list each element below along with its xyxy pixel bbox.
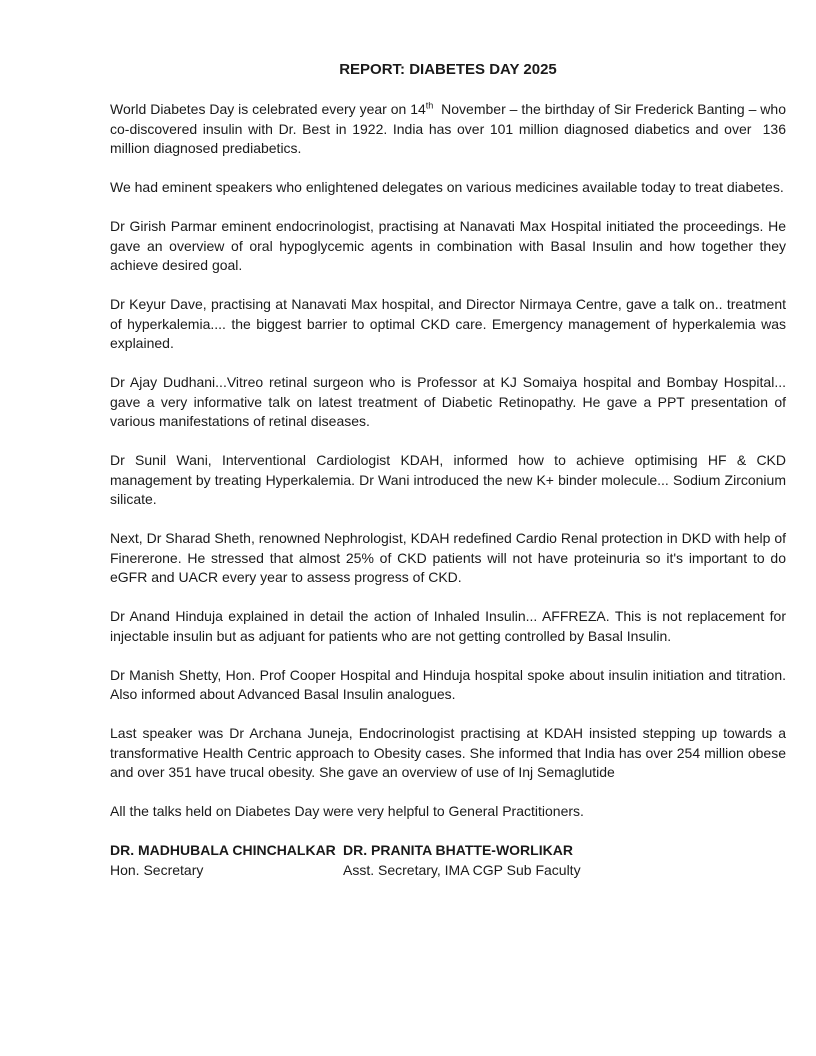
paragraph-dr-hinduja: Dr Anand Hinduja explained in detail the action of Inhaled Insulin... AFFREZA. This is not replacement for injectable insulin but as adjuant for patients who are not getting controlled by Basal Insulin. bbox=[110, 608, 790, 644]
signature-left bbox=[110, 841, 343, 880]
signatory-role: Hon. Secretary bbox=[110, 861, 204, 878]
paragraph-dr-wani: Dr Sunil Wani, Interventional Cardiologist KDAH, informed how to achieve optimising HF & CKD management by treating Hyperkalemia. Dr Wani introduced the new K+ binder molecule... Sodium Zirconium silicate. bbox=[110, 452, 790, 507]
report-body bbox=[110, 100, 790, 880]
paragraph-speakers-overview: We had eminent speakers who enlightened delegates on various medicines available today to treat diabetes. bbox=[110, 179, 784, 195]
signatory-name: DR. PRANITA BHATTE-WORLIKAR bbox=[343, 842, 573, 858]
paragraph-dr-dudhani: Dr Ajay Dudhani...Vitreo retinal surgeon who is Professor at KJ Somaiya hospital and Bombay Hospital... gave a very informative talk on latest treatment of Diabetic Retinopathy. He gave a PPT presentation of various manifestations of retinal diseases. bbox=[110, 374, 790, 429]
ordinal-superscript: th bbox=[425, 100, 434, 111]
paragraph-closing: All the talks held on Diabetes Day were very helpful to General Practitioners. bbox=[110, 803, 584, 819]
intro-text-pre: World Diabetes Day is celebrated every year on 14 bbox=[110, 101, 426, 117]
signatory-name: DR. MADHUBALA CHINCHALKAR bbox=[110, 842, 336, 858]
signatory-role: Asst. Secretary, IMA CGP Sub Faculty bbox=[343, 861, 581, 878]
paragraph-dr-dave: Dr Keyur Dave, practising at Nanavati Max hospital, and Director Nirmaya Centre, gave a talk on.. treatment of hyperkalemia.... the biggest barrier to optimal CKD care. Emergency management of hyperkalemia was explained. bbox=[110, 296, 790, 351]
paragraph-dr-parmar: Dr Girish Parmar eminent endocrinologist, practising at Nanavati Max Hospital initiated the proceedings. He gave an overview of oral hypoglycemic agents in combination with Basal Insulin and how together they achieve desired goal. bbox=[110, 218, 790, 273]
report-title: REPORT: DIABETES DAY 2025 bbox=[339, 61, 557, 78]
intro-text-post: November – the birthday of Sir Frederick Banting – who co-discovered insulin with Dr. Best in 1922. India has over 101 million diagnosed diabetics and over 136 million diagnosed prediabetics. bbox=[110, 101, 790, 156]
paragraph-dr-juneja: Last speaker was Dr Archana Juneja, Endocrinologist practising at KDAH insisted stepping up towards a transformative Health Centric approach to Obesity cases. She informed that India has over 254 million obese and over 351 have trucal obesity. She gave an overview of use of Inj Semaglutide bbox=[110, 725, 790, 780]
paragraph-dr-sheth: Next, Dr Sharad Sheth, renowned Nephrologist, KDAH redefined Cardio Renal protection in DKD with help of Finererone. He stressed that almost 25% of CKD patients will not have proteinuria so it's important to do eGFR and UACR every year to assess progress of CKD. bbox=[110, 530, 790, 585]
signature-right bbox=[343, 841, 786, 880]
paragraph-intro bbox=[110, 100, 790, 159]
signature-block bbox=[110, 841, 786, 880]
paragraph-dr-shetty: Dr Manish Shetty, Hon. Prof Cooper Hospital and Hinduja hospital spoke about insulin initiation and titration. Also informed about Advanced Basal Insulin analogues. bbox=[110, 666, 790, 702]
